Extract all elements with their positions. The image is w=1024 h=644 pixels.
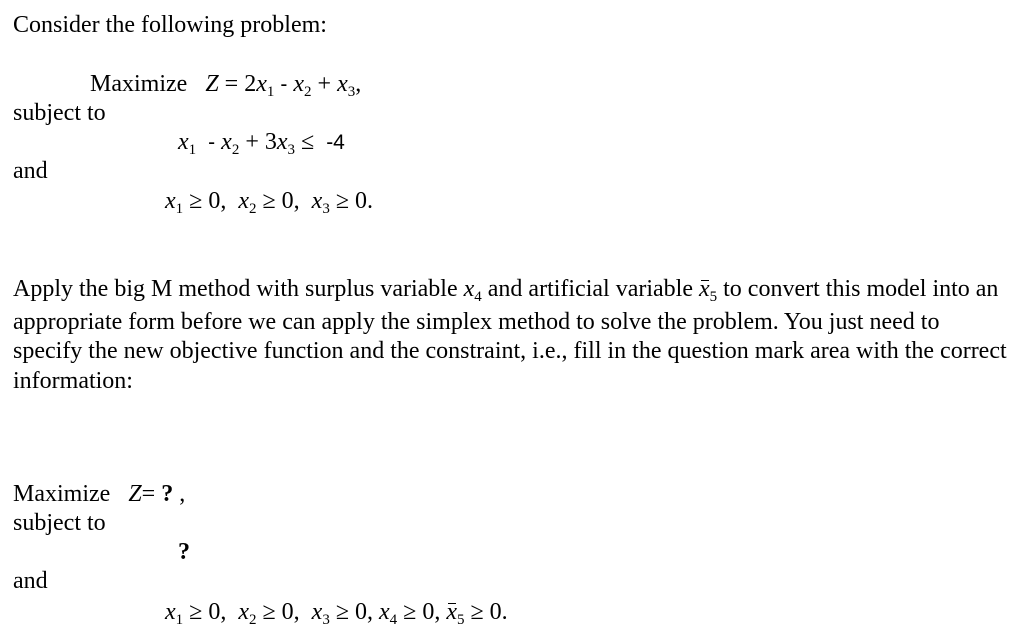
answer-nonneg-x4-sub: 4 [389, 612, 398, 628]
objective-end: , [355, 71, 362, 97]
constraint-x2: x [221, 129, 232, 155]
constraint-x1: x [178, 129, 189, 155]
constraint-op-2: + [245, 129, 259, 155]
answer-nonneg-x5-sub: 5 [456, 612, 465, 628]
answer-nonneg-x2-sub: 2 [248, 612, 257, 628]
constraint-x1-sub: 1 [188, 142, 197, 158]
nonneg-x1: x [165, 188, 176, 214]
maximize-label: Maximize [90, 71, 188, 97]
nonneg-x1-sub: 1 [175, 201, 184, 217]
constraint-rhs: -4 [326, 131, 345, 154]
nonneg-geq-2: ≥ 0, [262, 188, 300, 214]
instruction-part-1: Apply the big M method with surplus variable [13, 276, 464, 302]
answer-and-label: and [13, 568, 48, 594]
answer-nonneg-x4: x [378, 599, 390, 625]
constraint-x2-sub: 2 [231, 142, 240, 158]
nonneg-x3: x [311, 188, 323, 214]
answer-constraint-line [178, 538, 190, 567]
answer-nonneg-geq-3: ≥ 0, [335, 599, 373, 625]
constraint-op-1: - [208, 131, 216, 154]
answer-objective-question-mark[interactable]: ? [161, 481, 174, 507]
objective-op-1: - [280, 73, 288, 96]
and-label: and [13, 158, 48, 184]
answer-nonneg-x2: x [238, 599, 249, 625]
objective-x1: x [256, 71, 267, 97]
nonneg-geq-1: ≥ 0, [189, 188, 227, 214]
answer-subject-to-label: subject to [13, 510, 106, 536]
surplus-variable-sub: 4 [474, 289, 482, 305]
answer-objective-end: , [179, 481, 186, 507]
constraint-x3-sub: 3 [287, 142, 296, 158]
answer-nonneg-geq-5: ≥ 0. [470, 599, 508, 625]
nonneg-x2: x [238, 188, 249, 214]
answer-nonneg-x1: x [165, 599, 176, 625]
answer-nonneg-geq-1: ≥ 0, [189, 599, 227, 625]
nonneg-x2-sub: 2 [248, 201, 257, 217]
artificial-variable: x [699, 275, 710, 305]
answer-nonneg-geq-4: ≥ 0, [403, 599, 441, 625]
objective-x3-sub: 3 [347, 84, 356, 100]
answer-nonneg-geq-2: ≥ 0, [262, 599, 300, 625]
objective-x2: x [293, 71, 305, 97]
answer-objective-eq: = [141, 481, 156, 507]
answer-nonneg-x3-sub: 3 [322, 612, 330, 628]
subject-to-label: subject to [13, 100, 106, 126]
answer-maximize-label: Maximize [13, 481, 111, 507]
constraint-rel: ≤ [301, 129, 315, 155]
objective-x1-sub: 1 [266, 84, 275, 100]
objective-z: Z [205, 71, 219, 97]
instruction-part-3: to convert this model into an appropriate form before we can apply the simplex method to solve the problem. You just need to specify the new objective function and the constraint, i.e., fill in the question mark area with the correct information: [13, 276, 1007, 394]
objective-x2-sub: 2 [304, 84, 312, 100]
surplus-variable: x [463, 276, 475, 302]
nonneg-geq-3: ≥ 0. [335, 188, 373, 214]
objective-line [90, 70, 361, 102]
nonneg-line [165, 187, 373, 219]
instruction-paragraph [13, 275, 1013, 396]
objective-x3: x [337, 71, 348, 97]
objective-coef-1: 2 [244, 71, 257, 97]
constraint-x3: x [276, 129, 288, 155]
answer-nonneg-x1-sub: 1 [175, 612, 184, 628]
answer-nonneg-x5: x [446, 599, 457, 625]
intro-text: Consider the following problem: [13, 12, 327, 38]
answer-objective-z: Z [128, 481, 142, 507]
constraint-coef-3: 3 [264, 129, 277, 155]
constraint-line [178, 128, 345, 160]
artificial-variable-sub: 5 [709, 289, 718, 305]
nonneg-x3-sub: 3 [322, 201, 330, 217]
instruction-part-2: and artificial variable [481, 276, 699, 302]
objective-eq: = [224, 71, 239, 97]
answer-nonneg-line [165, 598, 508, 630]
answer-nonneg-x3: x [311, 599, 323, 625]
objective-op-2: + [317, 71, 332, 97]
answer-objective-line [13, 480, 185, 509]
answer-constraint-question-mark[interactable]: ? [178, 539, 190, 565]
